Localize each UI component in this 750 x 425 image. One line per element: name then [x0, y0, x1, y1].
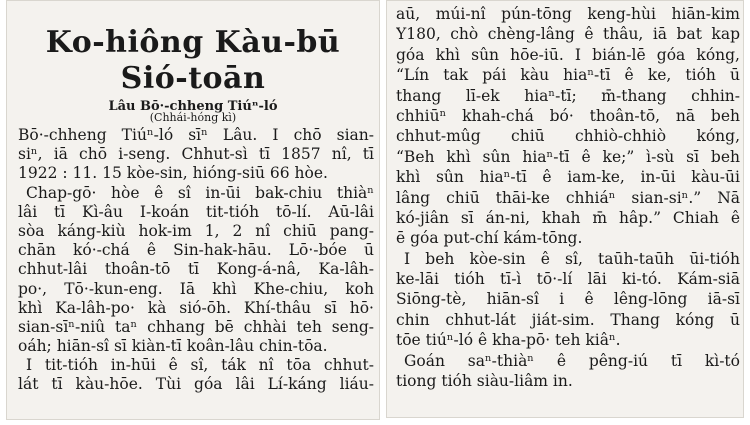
- text-line: I tit-tióh in-hūi ê sî, ták nî tōa chhut-: [26, 356, 374, 375]
- text-line: chhut-mûg chiū chhiò-chhiò kóng,: [396, 127, 740, 146]
- left-column-text: [18, 126, 374, 395]
- text-line: thang lī-ek hiaⁿ-tī; m̄-thang chhin-: [396, 86, 740, 105]
- text-line: góa khì sûn hōe-iū. I bián-lē góa kóng,: [396, 45, 740, 64]
- article-byline: Lâu Bō·-chheng Tiúⁿ-ló: [108, 99, 278, 114]
- text-line: lâi tī Kì-âu I-koán tit-tióh tō-lí. Aū-lâi: [18, 202, 374, 221]
- text-line: Siōng-tè, hiān-sî i ê lêng-lōng iā-sī: [396, 290, 740, 309]
- text-line: po·, Tō·-kun-eng. Iā khì Khe-chiu, koh: [18, 279, 374, 298]
- text-line: ē góa put-chí kám-tōng.: [396, 229, 583, 248]
- text-line: I beh kòe-sin ê sî, taūh-taūh ūi-tióh: [404, 249, 740, 268]
- right-column-text: [396, 4, 740, 391]
- text-line: Y180, chò chèng-lâng ê thâu, iā bat kap: [396, 25, 740, 44]
- text-line: khì sûn hiaⁿ-tī ê iam-ke, in-ūi kàu-ūi: [396, 168, 740, 187]
- text-line: 1922 : 11. 15 kòe-sin, hióng-siū 66 hòe.: [18, 164, 328, 183]
- text-line: “Beh khì sûn hiaⁿ-tī ê ke;” ì-sù sī beh: [396, 147, 740, 166]
- text-line: tōe tiúⁿ-ló ê kha-pō· teh kiâⁿ.: [396, 331, 621, 350]
- text-line: siⁿ, iā chō i-seng. Chhut-sì tī 1857 nî, tī: [18, 145, 374, 164]
- text-line: aū, múi-nî pún-tōng keng-hùi hiān-kim: [396, 5, 740, 23]
- text-line: sòa káng-kiù hok-im 1, 2 nî chiū pang-: [18, 221, 374, 240]
- text-line: Goán saⁿ-thiàⁿ ê pêng-iú tī kì-tó: [404, 351, 740, 370]
- text-line: chān kó·-chá ê Sin-hak-hāu. Lō·-bóe ū: [18, 241, 374, 260]
- text-line: chhiūⁿ khah-chá bó· thoân-tō, nā beh: [396, 106, 740, 125]
- text-line: sian-sīⁿ-niû taⁿ chhang bē chhài teh seng-: [18, 317, 374, 336]
- article-title-line-2: Sió-toān: [120, 61, 266, 96]
- text-line: lâng chiū thāi-ke chhiáⁿ sian-siⁿ.” Nā: [396, 188, 740, 207]
- text-line: “Lín tak pái kàu hiaⁿ-tī ê ke, tióh ū: [396, 66, 740, 85]
- text-line: tiong tióh siàu-liâm in.: [396, 372, 573, 391]
- right-column: [386, 0, 744, 418]
- text-line: chin chhut-lát jiát-sim. Thang kóng ū: [396, 310, 740, 329]
- left-column: [6, 0, 380, 420]
- article-title-line-1: Ko-hiông Kàu-bū: [45, 25, 341, 60]
- text-line: chhut-lâi thoân-tō tī Kong-á-nâ, Ka-lâh-: [18, 260, 374, 279]
- text-line: kó-jiân sī án-ni, khah m̄ hâp.” Chiah ê: [396, 208, 740, 227]
- text-line: khì Ka-lâh-po· kà sió-ōh. Khí-thâu sī hō·: [18, 298, 374, 317]
- text-line: ke-lāi tióh tī-ì tō·-lí lāi ki-tó. Kám-siā: [396, 270, 740, 289]
- text-line: lát tī kàu-hōe. Tùi góa lâi Lí-káng liáu-: [18, 375, 374, 394]
- article-byline-sub: (Chhái-hóng kì): [149, 111, 237, 124]
- text-line: oáh; hiān-sî sī kiàn-tī koân-lâu chin-tōa.: [18, 337, 328, 356]
- text-line: Chap-gō· hòe ê sî in-ūi bak-chiu thiàⁿ: [26, 183, 374, 202]
- text-line: Bō·-chheng Tiúⁿ-ló sīⁿ Lâu. I chō sian-: [18, 126, 374, 144]
